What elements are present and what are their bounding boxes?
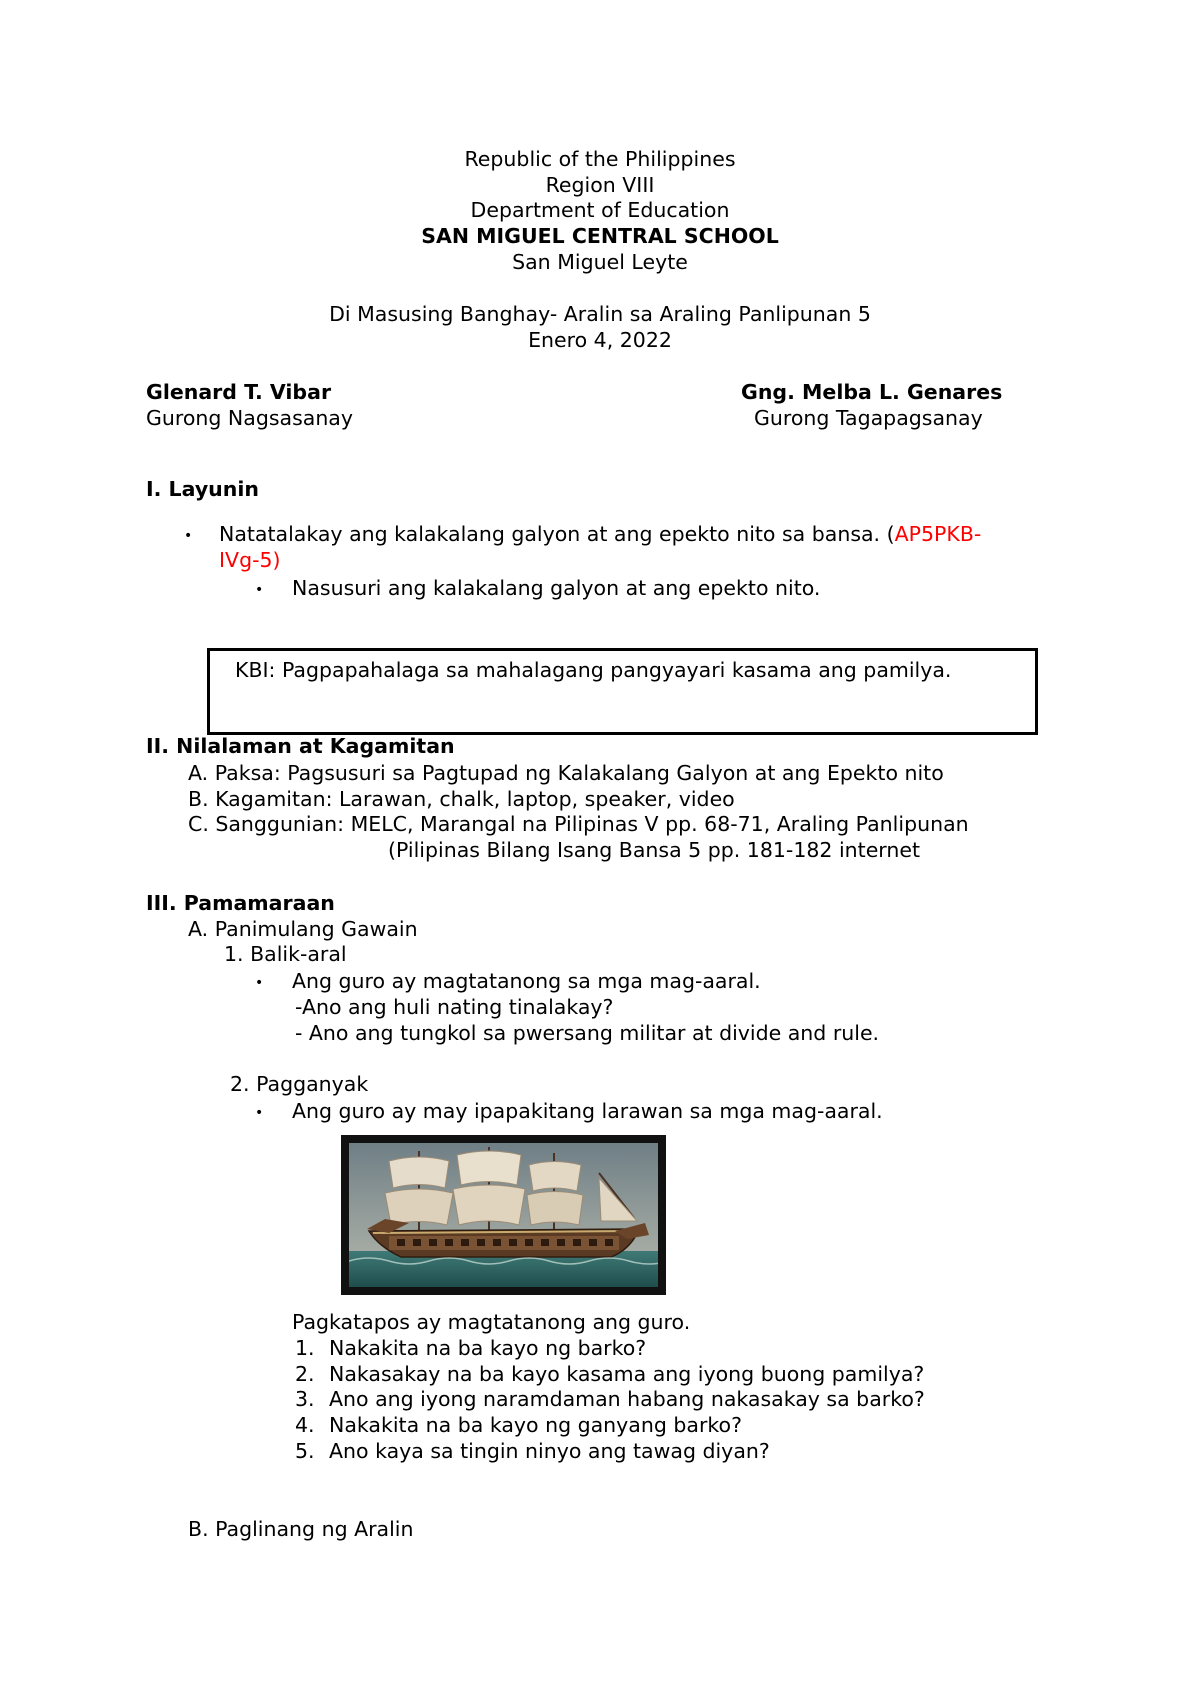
question-number: 1. [295,1336,315,1360]
school-name: SAN MIGUEL CENTRAL SCHOOL [421,224,779,248]
balik-aral-question-2: - Ano ang tungkol sa pwersang militar at divide and rule. [295,1021,880,1045]
cooperating-teacher-name: Gng. Melba L. Genares [741,380,1003,404]
kbi-text: KBI: Pagpapahalaga sa mahalagang pangyayari kasama ang pamilya. [235,658,952,682]
header-region: Region VIII [545,173,655,197]
header-department: Department of Education [470,198,730,222]
panimulang-gawain: A. Panimulang Gawain [188,917,418,941]
question-number: 3. [295,1387,315,1411]
bullet-icon: • [255,975,264,991]
question-text: Ano kaya sa tingin ninyo ang tawag diyan? [329,1439,770,1463]
objective-text: Natatalakay ang kalakalang galyon at ang epekto nito sa bansa. ( [219,522,895,546]
pagganyak-bullet: Ang guro ay may ipapakitang larawan sa mga mag-aaral. [292,1099,883,1123]
question-number: 5. [295,1439,315,1463]
kagamitan: B. Kagamitan: Larawan, chalk, laptop, speaker, video [188,787,735,811]
question-text: Nakasakay na ba kayo kasama ang iyong buong pamilya? [329,1362,925,1386]
balik-aral: 1. Balik-aral [224,942,347,966]
sanggunian-continued: (Pilipinas Bilang Isang Bansa 5 pp. 181-182 internet [388,838,921,862]
question-text: Nakakita na ba kayo ng barko? [329,1336,647,1360]
teacher-role: Gurong Nagsasanay [146,406,354,430]
objective-sub: Nasusuri ang kalakalang galyon at ang epekto nito. [292,576,821,600]
school-address: San Miguel Leyte [512,250,688,274]
after-image-text: Pagkatapos ay magtatanong ang guro. [292,1310,691,1334]
bullet-icon: • [184,528,193,544]
pagganyak: 2. Pagganyak [230,1072,369,1096]
objective-main [219,521,981,547]
competency-code-continued: IVg-5) [219,548,281,572]
sanggunian: C. Sanggunian: MELC, Marangal na Pilipinas V pp. 68-71, Araling Panlipunan [188,812,969,836]
cooperating-teacher-role: Gurong Tagapagsanay [754,406,983,430]
question-text: Ano ang iyong naramdaman habang nakasakay sa barko? [329,1387,925,1411]
competency-code: AP5PKB- [894,522,982,546]
balik-aral-question-1: -Ano ang huli nating tinalakay? [295,995,614,1019]
question-number: 2. [295,1362,315,1386]
header-republic: Republic of the Philippines [464,147,736,171]
question-number: 4. [295,1413,315,1437]
lesson-plan-title: Di Masusing Banghay- Aralin sa Araling Panlipunan 5 [329,302,871,326]
section-layunin-heading: I. Layunin [146,477,259,501]
paglinang-ng-aralin: B. Paglinang ng Aralin [188,1517,414,1541]
teacher-name: Glenard T. Vibar [146,380,332,404]
bullet-icon: • [255,1105,264,1121]
galleon-image [341,1135,666,1295]
paksa: A. Paksa: Pagsusuri sa Pagtupad ng Kalakalang Galyon at ang Epekto nito [188,761,944,785]
section-pamamaraan-heading: III. Pamamaraan [146,891,335,915]
question-text: Nakakita na ba kayo ng ganyang barko? [329,1413,742,1437]
balik-aral-bullet: Ang guro ay magtatanong sa mga mag-aaral. [292,969,761,993]
galleon-ship-illustration [349,1143,658,1287]
bullet-icon: • [255,582,264,598]
section-nilalaman-heading: II. Nilalaman at Kagamitan [146,734,455,758]
lesson-date: Enero 4, 2022 [528,328,672,352]
